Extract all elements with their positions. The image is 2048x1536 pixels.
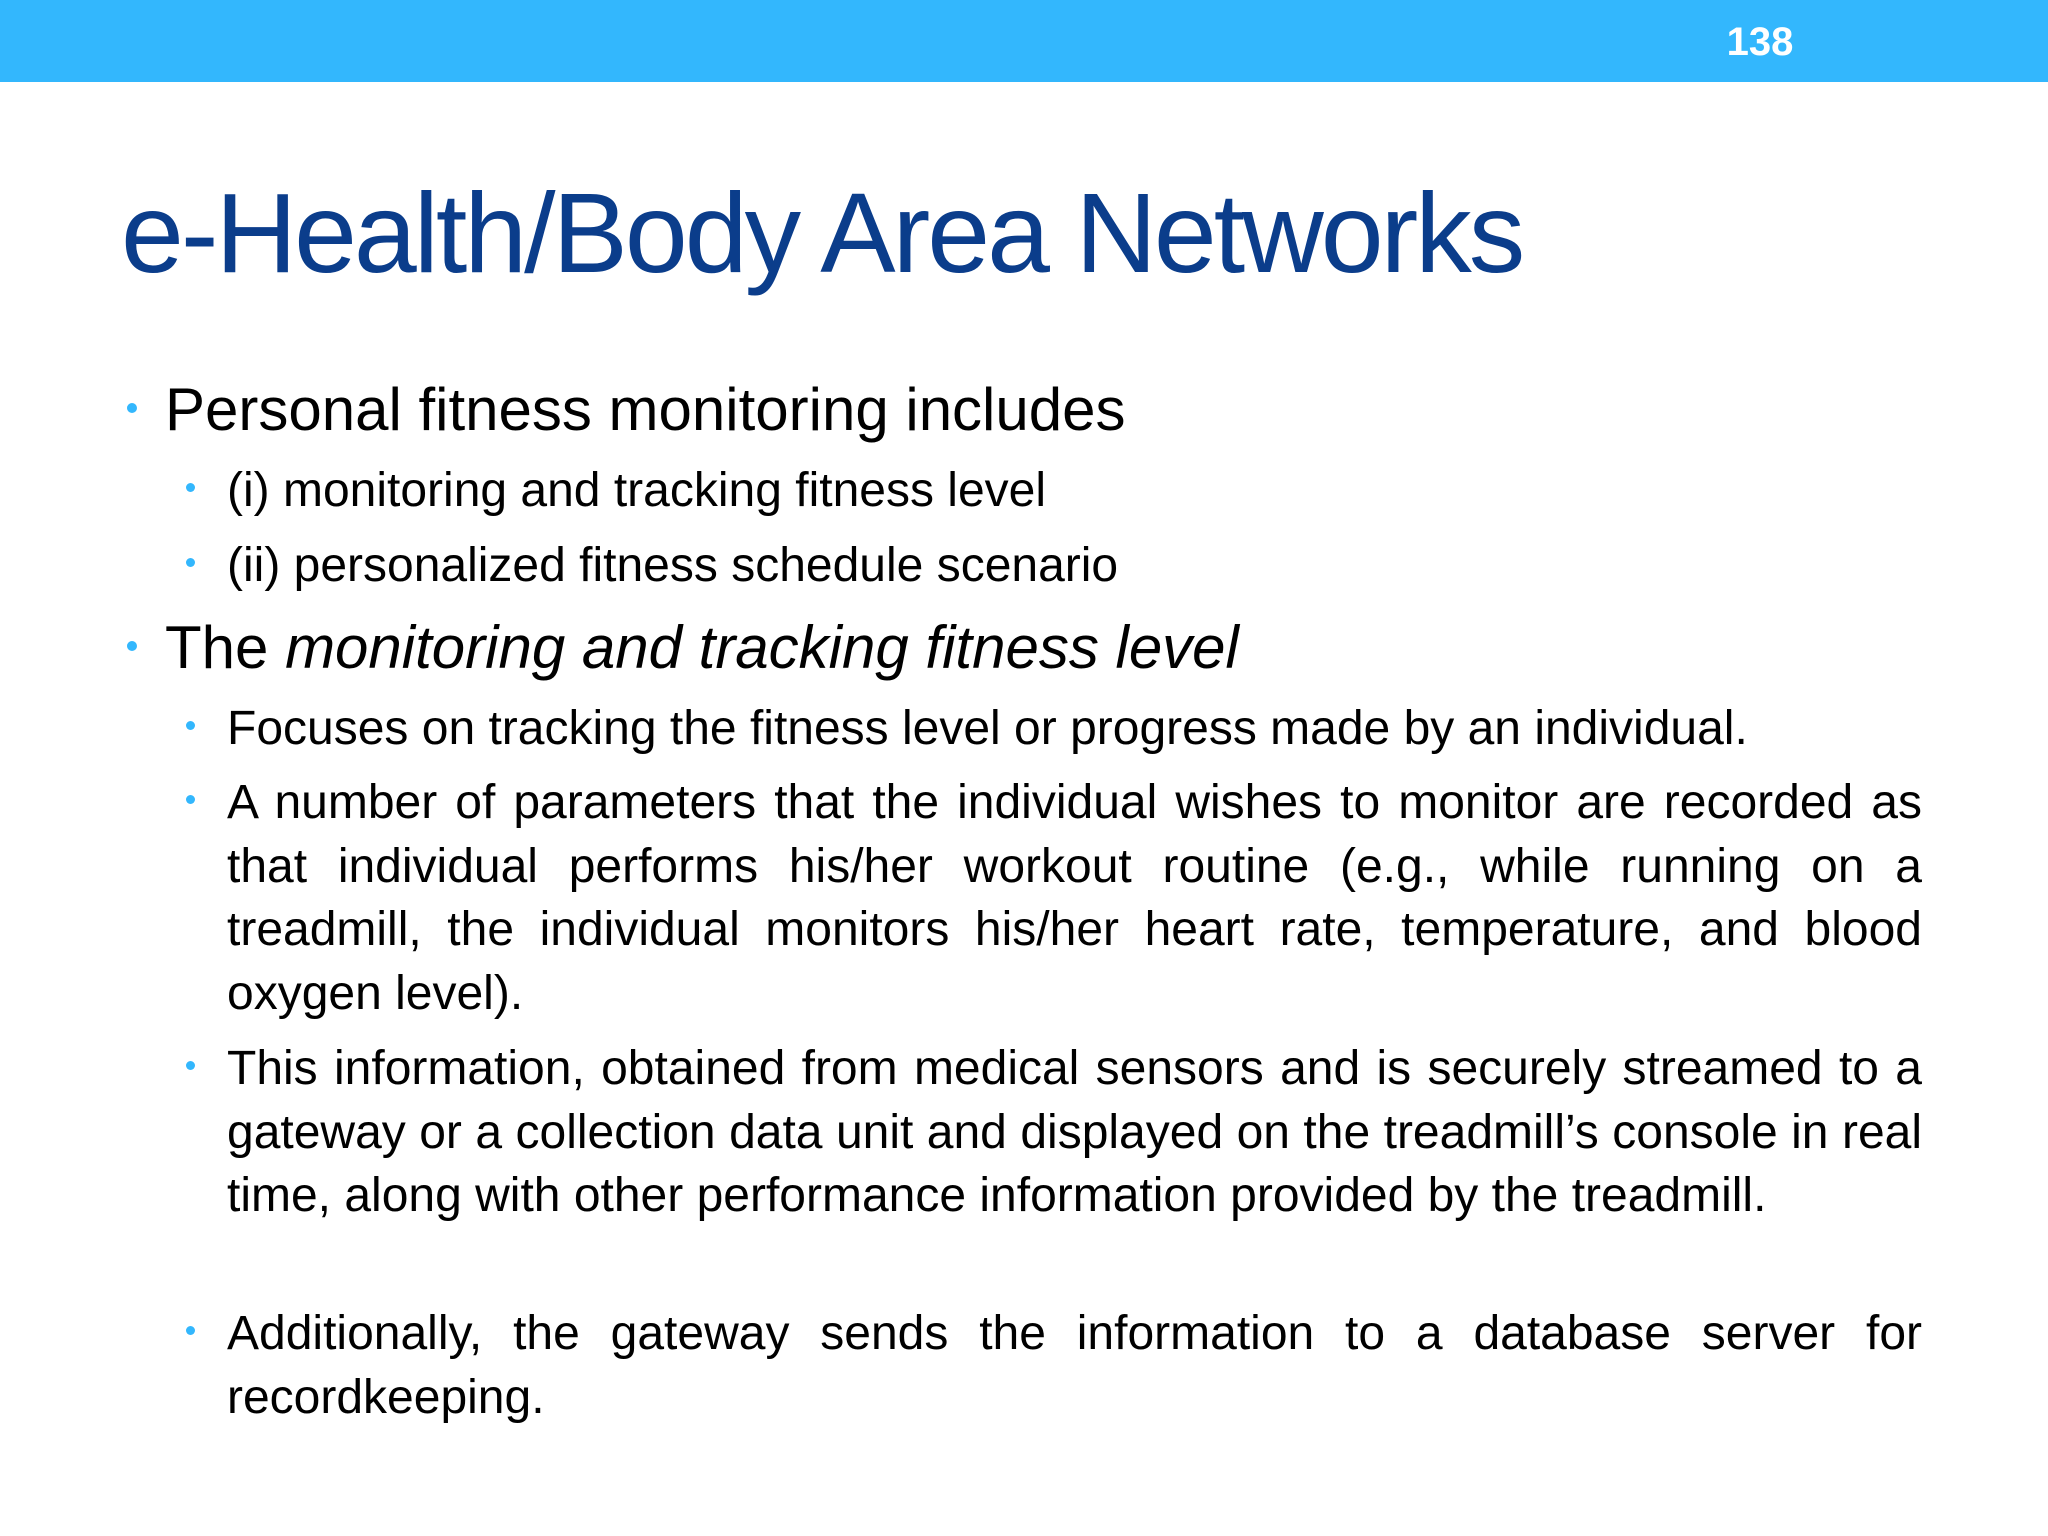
slide-title: e-Health/Body Area Networks [121,170,1523,296]
sub-bullet-text: Additionally, the gateway sends the information to a database server for recordkeeping. [227,1307,1922,1424]
bullet-icon [127,641,137,651]
bullet-icon [186,558,195,567]
sub-bullet-text: Focuses on tracking the fitness level or progress made by an individual. [227,702,1748,755]
bullet-icon [186,1061,195,1070]
sub-bullet-text: This information, obtained from medical sensors and is securely streamed to a gateway or a collection data unit and displayed on the treadmill’s console in real time, along with other performance information provided by the treadmill. [227,1042,1922,1222]
bullet-icon [186,483,195,492]
bullet-icon [186,1326,195,1335]
sub-bullet-text: A number of parameters that the individual wishes to monitor are recorded as that individual performs his/her workout routine (e.g., while running on a treadmill, the individual monitors his/her heart rate, temperature, and blood oxygen level). [227,776,1922,1020]
sub-bullet-information-streamed [227,1037,1922,1228]
bullet-text-emphasis: monitoring and tracking fitness level [285,614,1239,681]
page-number: 138 [1726,20,1794,64]
bullet-personal-fitness [165,375,1126,445]
bullet-icon [186,795,195,804]
sub-bullet-database-server [227,1302,1922,1429]
sub-bullet-text: (ii) personalized fitness schedule scenario [227,539,1119,592]
sub-bullet-monitoring-tracking [227,459,1922,523]
bullet-monitoring-fitness-level [165,613,1239,683]
bullet-text: Personal fitness monitoring includes [165,376,1126,443]
bullet-text-prefix: The [165,614,286,681]
bullet-icon [186,721,195,730]
bullet-icon [127,403,137,413]
sub-bullet-parameters [227,771,1922,1025]
sub-bullet-personalized-schedule [227,534,1922,598]
sub-bullet-text: (i) monitoring and tracking fitness level [227,464,1047,517]
sub-bullet-focuses [227,697,1922,761]
